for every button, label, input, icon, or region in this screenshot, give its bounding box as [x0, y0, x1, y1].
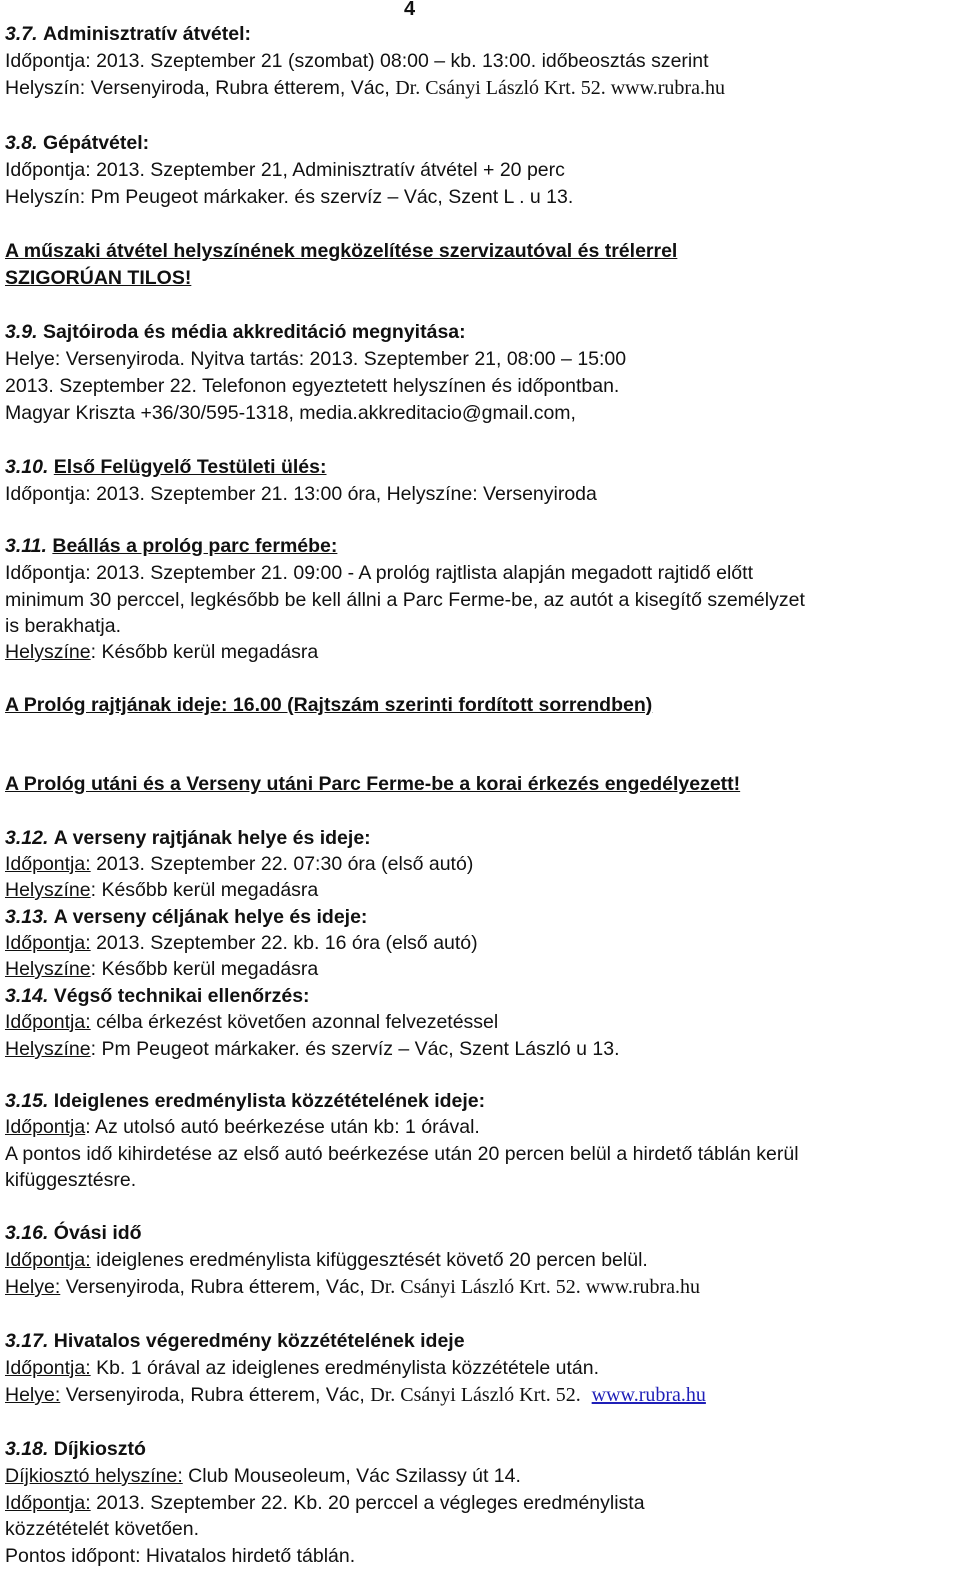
- location-address: Dr. Csányi László Krt. 52. www.rubra.hu: [370, 1276, 701, 1298]
- section-3-8-heading: [5, 131, 149, 155]
- section-title: Hivatalos végeredmény közzétételének ideje: [53, 1330, 465, 1352]
- section-3-12-heading: [5, 826, 371, 850]
- section-number: 3.7.: [5, 23, 38, 45]
- location-label: Helyszíne: [5, 641, 91, 663]
- time-value: 2013. Szeptember 22. Kb. 20 perccel a végleges eredménylista: [90, 1492, 645, 1514]
- section-3-14-heading: [5, 984, 310, 1008]
- text-line: Időpontja: 2013. Szeptember 21 (szombat) 08:00 – kb. 13:00. időbeosztás szerint: [5, 50, 709, 72]
- section-title: A verseny rajtjának helye és ideje:: [53, 827, 371, 849]
- section-number: 3.11.: [5, 535, 47, 557]
- location-line: [5, 1464, 521, 1488]
- text-span: Helyszín: Versenyiroda, Rubra étterem, Vác,: [5, 77, 390, 99]
- time-label: Időpontja:: [5, 1249, 91, 1271]
- section-3-18-heading: [5, 1437, 146, 1461]
- text-line: minimum 30 perccel, legkésőbb be kell állni a Parc Ferme-be, az autót a kisegítő személyzet: [5, 589, 805, 611]
- time-label: Időpontja: [5, 1116, 86, 1138]
- page-number: 4: [404, 0, 416, 20]
- time-label: Időpontja:: [5, 853, 91, 875]
- section-title: Első Felügyelő Testületi ülés:: [53, 456, 327, 478]
- location-line: [5, 957, 318, 981]
- text-line: Magyar Kriszta +36/30/595-1318, media.akkreditacio@gmail.com,: [5, 402, 576, 424]
- location-line: [5, 1037, 620, 1061]
- location-value: : Később kerül megadásra: [90, 641, 319, 663]
- location-label: Helye:: [5, 1384, 61, 1406]
- location-label: Helyszíne: [5, 879, 91, 901]
- section-number: 3.12.: [5, 827, 49, 849]
- warning-line: A műszaki átvétel helyszínének megközelítése szervizautóval és trélerrel: [5, 240, 678, 262]
- section-title: Adminisztratív átvétel:: [42, 23, 252, 45]
- text-line: Időpontja: 2013. Szeptember 21. 09:00 - A prológ rajtlista alapján megadott rajtidő előtt: [5, 562, 753, 584]
- website-link[interactable]: www.rubra.hu: [591, 1384, 706, 1406]
- section-3-7-heading: [5, 22, 251, 46]
- location-line: [5, 1383, 706, 1407]
- section-title: A verseny céljának helye és ideje:: [53, 906, 368, 928]
- time-line: [5, 1356, 599, 1380]
- text-line: A pontos idő kihirdetése az első autó beérkezése után 20 percen belül a hirdető táblán kerül: [5, 1143, 799, 1165]
- location-value: Club Mouseoleum, Vác Szilassy út 14.: [182, 1465, 521, 1487]
- section-3-17-heading: [5, 1329, 465, 1353]
- time-label: Időpontja:: [5, 1357, 91, 1379]
- section-3-15-heading: [5, 1089, 485, 1113]
- section-3-10-heading: [5, 455, 327, 479]
- section-number: 3.17.: [5, 1330, 49, 1352]
- section-title: Ideiglenes eredménylista közzétételének ideje:: [53, 1090, 486, 1112]
- location-address: Dr. Csányi László Krt. 52.: [370, 1384, 581, 1406]
- section-title: Sajtóiroda és média akkreditáció megnyitása:: [42, 321, 466, 343]
- time-line: [5, 852, 473, 876]
- time-value: : Az utolsó autó beérkezése után kb: 1 órával.: [85, 1116, 480, 1138]
- time-line: [5, 1010, 498, 1034]
- section-title: Végső technikai ellenőrzés:: [53, 985, 310, 1007]
- section-number: 3.9.: [5, 321, 38, 343]
- location-value: Versenyiroda, Rubra étterem, Vác,: [60, 1276, 365, 1298]
- location-value: Versenyiroda, Rubra étterem, Vác,: [60, 1384, 365, 1406]
- text-line: [5, 76, 725, 100]
- section-number: 3.18.: [5, 1438, 49, 1460]
- time-line: [5, 1248, 648, 1272]
- location-label: Díjkiosztó helyszíne:: [5, 1465, 183, 1487]
- section-title: Beállás a prológ parc fermébe:: [52, 535, 338, 557]
- prolog-time: A Prológ rajtjának ideje: 16.00 (Rajtszám szerinti fordított sorrendben): [5, 694, 653, 716]
- section-title: Díjkiosztó: [53, 1438, 146, 1460]
- time-line: [5, 1491, 645, 1515]
- time-value: ideiglenes eredménylista kifüggesztését követő 20 percen belül.: [90, 1249, 648, 1271]
- location-line: [5, 1275, 700, 1299]
- location-line: [5, 640, 318, 664]
- text-line: is berakhatja.: [5, 615, 121, 637]
- location-value: : Később kerül megadásra: [90, 958, 319, 980]
- section-number: 3.14.: [5, 985, 49, 1007]
- location-label: Helye:: [5, 1276, 61, 1298]
- section-number: 3.15.: [5, 1090, 49, 1112]
- location-value: : Később kerül megadásra: [90, 879, 319, 901]
- prolog-note: A Prológ utáni és a Verseny utáni Parc Ferme-be a korai érkezés engedélyezett!: [5, 773, 741, 795]
- time-value: 2013. Szeptember 22. kb. 16 óra (első autó): [90, 932, 478, 954]
- section-3-11-heading: [5, 534, 337, 558]
- time-label: Időpontja:: [5, 1492, 91, 1514]
- text-line: Időpontja: 2013. Szeptember 21, Adminisztratív átvétel + 20 perc: [5, 159, 565, 181]
- time-label: Időpontja:: [5, 932, 91, 954]
- time-value: célba érkezést követően azonnal felvezetéssel: [90, 1011, 499, 1033]
- section-3-16-heading: [5, 1221, 142, 1245]
- location-value: : Pm Peugeot márkaker. és szervíz – Vác, Szent László u 13.: [90, 1038, 620, 1060]
- time-line: [5, 931, 478, 955]
- time-value: Kb. 1 órával az ideiglenes eredménylista közzététele után.: [90, 1357, 600, 1379]
- text-line: 2013. Szeptember 22. Telefonon egyeztetett helyszínen és időpontban.: [5, 375, 620, 397]
- section-title: Óvási idő: [53, 1222, 142, 1244]
- text-line: Pontos időpont: Hivatalos hirdető táblán.: [5, 1545, 356, 1567]
- section-3-9-heading: [5, 320, 466, 344]
- section-number: 3.10.: [5, 456, 49, 478]
- time-value: 2013. Szeptember 22. 07:30 óra (első autó): [90, 853, 474, 875]
- text-line: Helye: Versenyiroda. Nyitva tartás: 2013. Szeptember 21, 08:00 – 15:00: [5, 348, 627, 370]
- text-line: Időpontja: 2013. Szeptember 21. 13:00 óra, Helyszíne: Versenyiroda: [5, 483, 597, 505]
- text-line: Helyszín: Pm Peugeot márkaker. és szervíz – Vác, Szent L . u 13.: [5, 186, 574, 208]
- text-line: kifüggesztésre.: [5, 1169, 137, 1191]
- time-line: [5, 1115, 480, 1139]
- warning-line: SZIGORÚAN TILOS!: [5, 267, 192, 289]
- location-label: Helyszíne: [5, 958, 91, 980]
- section-3-13-heading: [5, 905, 367, 929]
- location-label: Helyszíne: [5, 1038, 91, 1060]
- section-title: Gépátvétel:: [42, 132, 150, 154]
- location-line: [5, 878, 318, 902]
- text-span: Dr. Csányi László Krt. 52. www.rubra.hu: [395, 77, 725, 99]
- text-line: közzétételét követően.: [5, 1518, 200, 1540]
- time-label: Időpontja:: [5, 1011, 91, 1033]
- section-number: 3.13.: [5, 906, 49, 928]
- section-number: 3.16.: [5, 1222, 49, 1244]
- section-number: 3.8.: [5, 132, 38, 154]
